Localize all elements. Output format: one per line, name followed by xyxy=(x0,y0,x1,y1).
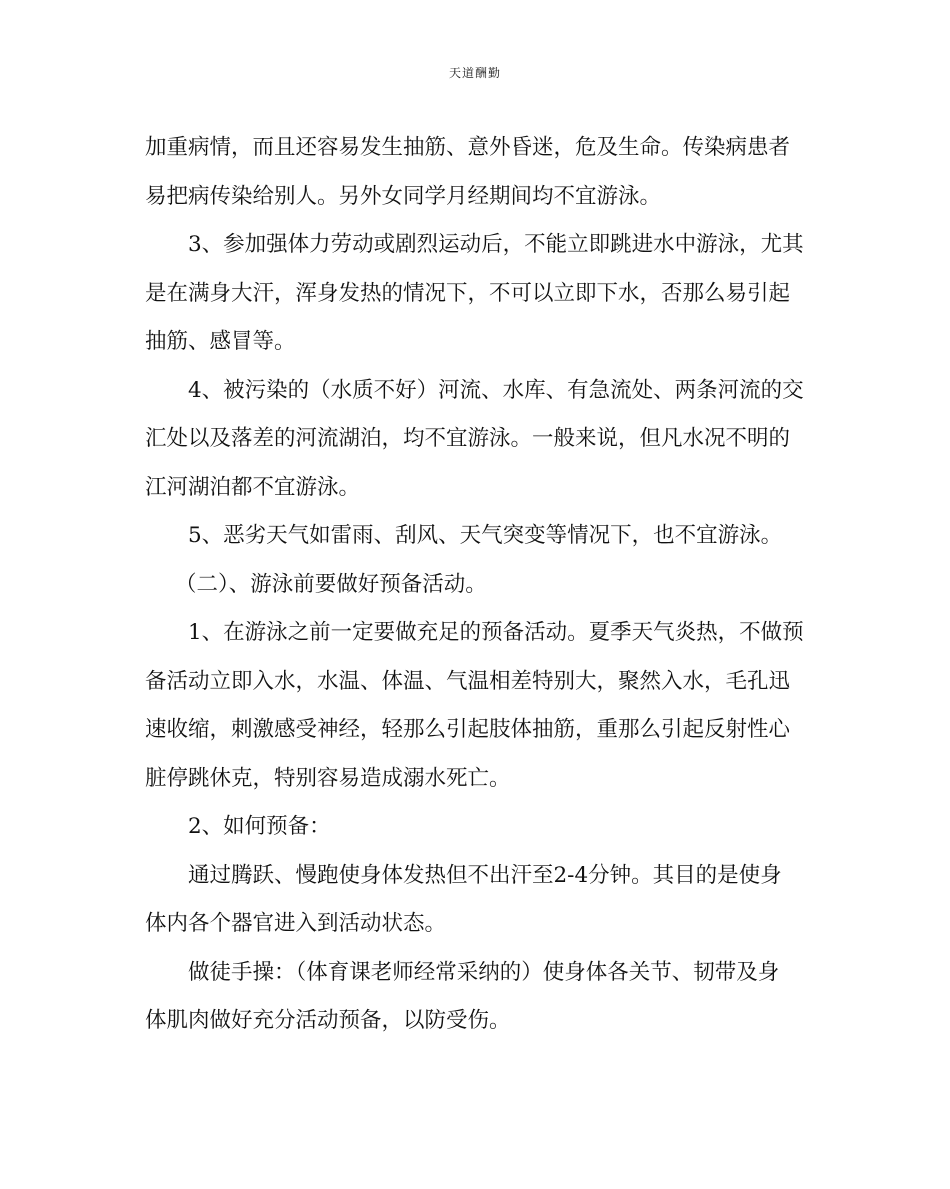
text-line: 速收缩，刺激感受神经，轻那么引起肢体抽筋，重那么引起反射性心 xyxy=(145,717,791,742)
text-line: 4、被污染的（水质不好）河流、水库、有急流处、两条河流的交 xyxy=(188,377,804,403)
text-line: 抽筋、感冒等。 xyxy=(145,329,296,354)
body-text xyxy=(145,124,813,1046)
text-line: 易把病传染给别人。另外女同学月经期间均不宜游泳。 xyxy=(145,183,662,209)
text-line: 是在满身大汗，浑身发热的情况下，不可以立即下水，否那么易引起 xyxy=(145,280,791,306)
text-line: 脏停跳休克，特别容易造成溺水死亡。 xyxy=(145,765,511,791)
page-header: 天道酬勤 xyxy=(448,66,501,80)
text-line: 汇处以及落差的河流湖泊，均不宜游泳。一般来说，但凡水况不明的 xyxy=(145,426,791,451)
text-line: 通过腾跃、慢跑使身体发热但不出汗至2-4分钟。其目的是使身 xyxy=(188,862,782,888)
text-line: 做徒手操：（体育课老师经常采纳的）使身体各关节、韧带及身 xyxy=(188,959,780,985)
text-line: 备活动立即入水，水温、体温、气温相差特别大，聚然入水，毛孔迅 xyxy=(145,668,791,694)
text-line: 5、恶劣天气如雷雨、刮风、天气突变等情况下，也不宜游泳。 xyxy=(188,523,783,548)
text-line: 2、如何预备： xyxy=(188,814,331,839)
text-line: 江河湖泊都不宜游泳。 xyxy=(145,474,361,500)
text-line: 体肌肉做好充分活动预备，以防受伤。 xyxy=(145,1008,511,1033)
text-line: 1、在游泳之前一定要做充足的预备活动。夏季天气炎热，不做预 xyxy=(188,620,804,645)
text-line: 体内各个器官进入到活动状态。 xyxy=(145,911,447,936)
text-line: 3、参加强体力劳动或剧烈运动后，不能立即跳进水中游泳，尤其 xyxy=(188,232,804,257)
section-heading: （二）、游泳前要做好预备活动。 xyxy=(175,571,487,597)
text-line: 加重病情，而且还容易发生抽筋、意外昏迷，危及生命。传染病患者 xyxy=(145,135,791,160)
